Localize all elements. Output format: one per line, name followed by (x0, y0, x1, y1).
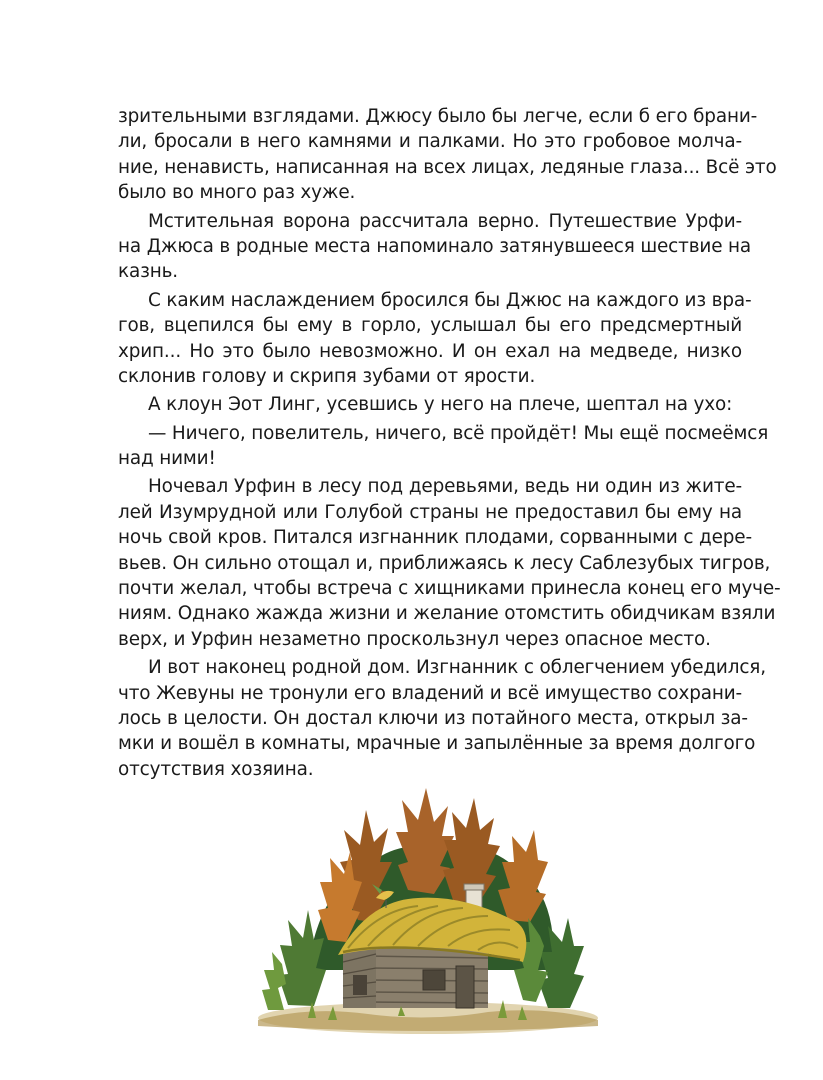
paragraph (118, 104, 777, 206)
window (353, 975, 367, 995)
text-line: Мстительная ворона рассчитала верно. Путешествие Урфи- (148, 210, 742, 232)
text-line: отсутствия хозяина. (118, 758, 314, 780)
text-line: И вот наконец родной дом. Изгнанник с облегчением убедился, (148, 657, 766, 679)
text-line: ниям. Однако жажда жизни и желание отомстить обидчикам взяли (118, 603, 776, 625)
text-line: — Ничего, повелитель, ничего, всё пройдёт! Мы ещё посмеёмся (148, 422, 769, 444)
text-line: казнь. (118, 261, 178, 283)
forest-hut-illustration (248, 770, 608, 1040)
text-line: было во много раз хуже. (118, 182, 356, 204)
text-line: склонив голову и скрипя зубами от ярости. (118, 365, 536, 387)
text-line: С каким наслаждением бросился бы Джюс на каждого из вра- (148, 289, 752, 311)
text-line: гов, вцепился бы ему в горло, услышал бы его предсмертный (118, 315, 742, 337)
paragraph (118, 288, 752, 390)
text-line: почти желал, чтобы встреча с хищниками принесла конец его муче- (118, 578, 781, 600)
paragraph (118, 209, 752, 285)
text-line: ли, бросали в него камнями и палками. Но это гробовое молча- (118, 131, 742, 153)
text-line: хрип... Но это было невозможно. И он ехал на медведе, низко (118, 340, 742, 362)
window (423, 970, 445, 990)
forest-hut-drawing (248, 770, 608, 1040)
text-line: верх, и Урфин незаметно проскользнул через опасное место. (118, 628, 711, 650)
text-line: что Жевуны не тронули его владений и всё имущество сохрани- (118, 682, 742, 704)
paragraph (118, 392, 742, 417)
text-line: над ними! (118, 448, 216, 470)
text-line: ночь свой кров. Питался изгнанник плодами, сорванными с дере- (118, 527, 752, 549)
paragraph (118, 421, 769, 472)
text-line: лось в целости. Он достал ключи из потайного места, открыл за- (118, 707, 748, 729)
text-line: вьев. Он сильно отощал и, приближаясь к лесу Саблезубых тигров, (118, 552, 771, 574)
text-line: А клоун Эот Линг, усевшись у него на плече, шептал на ухо: (148, 394, 733, 416)
text-line: лей Изумрудной или Голубой страны не предоставил бы ему на (118, 501, 742, 523)
text-line: Ночевал Урфин в лесу под деревьями, ведь ни один из жите- (148, 476, 742, 498)
paragraph (118, 655, 766, 782)
text-line: ние, ненависть, написанная на всех лицах, ледяные глаза... Всё это (118, 156, 777, 178)
text-line: зрительными взглядами. Джюсу было бы легче, если б его брани- (118, 106, 758, 127)
door (456, 966, 474, 1008)
paragraph (118, 474, 781, 652)
text-line: на Джюса в родные места напоминало затянувшееся шествие на (118, 235, 752, 257)
page-text (118, 104, 781, 782)
text-line: мки и вошёл в комнаты, мрачные и запылённые за время долгого (118, 733, 756, 755)
